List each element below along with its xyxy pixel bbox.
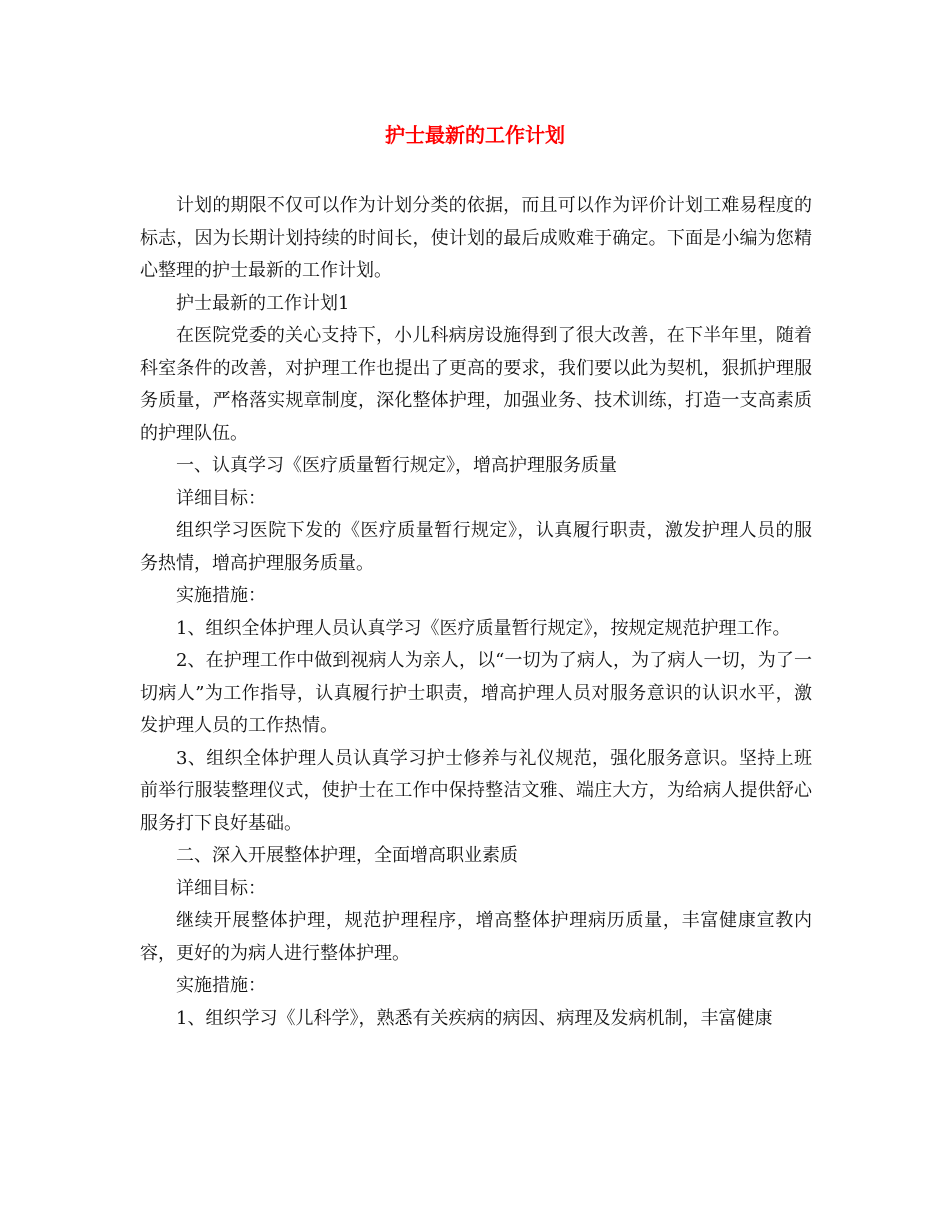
list-item: 1、组织学习《儿科学》，熟悉有关疾病的病因、病理及发病机制，丰富健康 [176, 1007, 773, 1029]
subheading: 详细目标： [176, 487, 266, 509]
paragraph: 继续开展整体护理，规范护理程序，增高整体护理病历质量，丰富健康宣教内容，更好的为病人进行整体护理。 [140, 910, 812, 964]
subheading: 实施措施： [176, 975, 266, 996]
document-body [140, 190, 812, 1035]
document-title: 护士最新的工作计划 [385, 123, 565, 147]
section-heading: 一、认真学习《医疗质量暂行规定》，增高护理服务质量 [176, 455, 617, 476]
section-heading: 二、深入开展整体护理，全面增高职业素质 [176, 845, 518, 866]
list-item: 1、组织全体护理人员认真学习《医疗质量暂行规定》，按规定规范护理工作。 [176, 617, 791, 639]
list-item: 2、在护理工作中做到视病人为亲人，以“一切为了病人，为了病人一切，为了一切病人”为工作指导，认真履行护士职责，增高护理人员对服务意识的认识水平，激发护理人员的工作热情。 [140, 650, 812, 736]
paragraph: 在医院党委的关心支持下，小儿科病房设施得到了很大改善，在下半年里，随着科室条件的改善，对护理工作也提出了更高的要求，我们要以此为契机，狠抓护理服务质量，严格落实规章制度，深化整体护理，加强业务、技术训练，打造一支高素质的护理队伍。 [140, 325, 812, 444]
subheading: 实施措施： [176, 585, 266, 606]
subheading: 详细目标： [176, 877, 266, 899]
paragraph: 计划的期限不仅可以作为计划分类的依据，而且可以作为评价计划工难易程度的标志，因为长期计划持续的时间长，使计划的最后成败难于确定。下面是小编为您精心整理的护士最新的工作计划。 [140, 195, 812, 281]
paragraph: 组织学习医院下发的《医疗质量暂行规定》，认真履行职责，激发护理人员的服务热情，增高护理服务质量。 [140, 520, 812, 574]
section-heading: 护士最新的工作计划1 [176, 292, 350, 314]
list-item: 3、组织全体护理人员认真学习护士修养与礼仪规范，强化服务意识。坚持上班前举行服装整理仪式，使护士在工作中保持整洁文雅、端庄大方，为给病人提供舒心服务打下良好基础。 [140, 747, 812, 834]
